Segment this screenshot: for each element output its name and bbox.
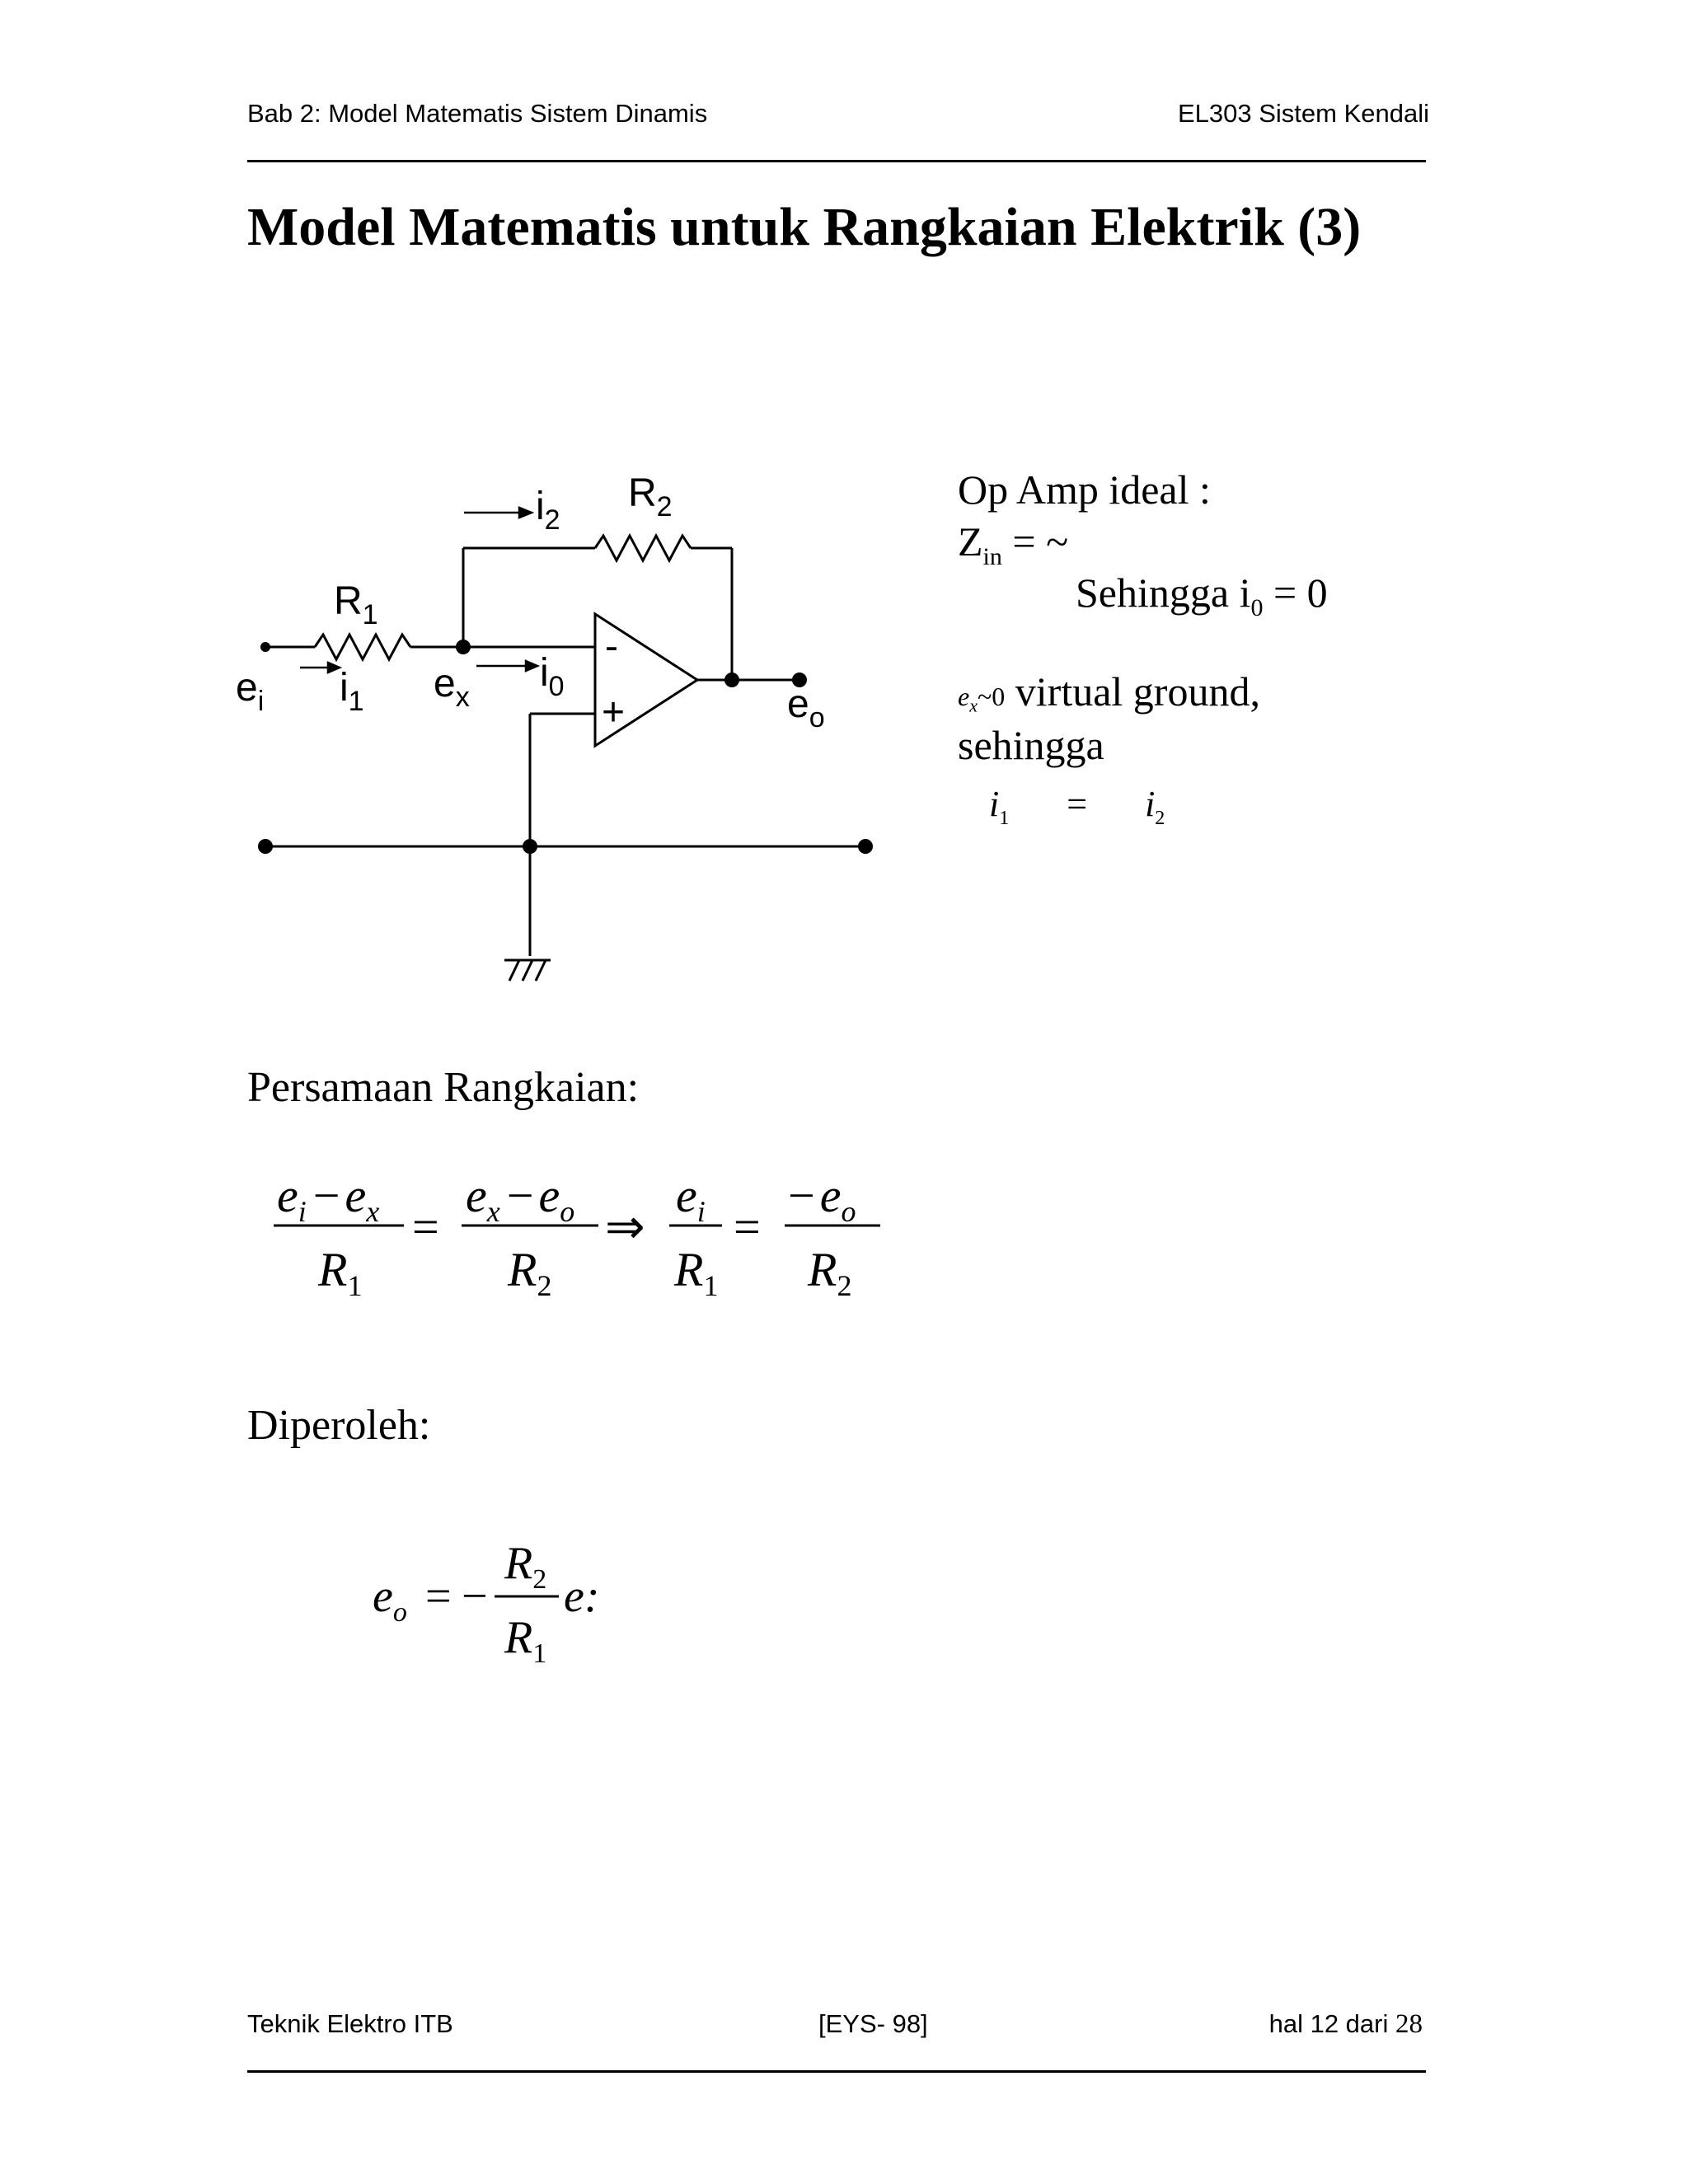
eq2-lhs: $e_o$ xyxy=(373,1571,407,1628)
node-output xyxy=(724,673,739,687)
eq2-rhs: e: xyxy=(564,1571,600,1622)
label-ei: $e_i$ xyxy=(236,666,265,717)
eq1-t4-den: $R_2$ xyxy=(808,1243,852,1302)
arrow-i0 xyxy=(526,661,537,671)
node-ground-right xyxy=(858,839,873,854)
label-i1: $i_1$ xyxy=(340,666,364,717)
opamp-ideal-label: Op Amp ideal : xyxy=(958,466,1211,513)
resistor-r2 xyxy=(595,536,691,560)
result-equation xyxy=(363,1529,626,1669)
virtual-ground-statement: $e_x\sim 0$ virtual ground, xyxy=(958,668,1260,716)
opamp-minus-label: - xyxy=(605,625,618,668)
eq1-implies: ⇒ xyxy=(605,1200,645,1254)
current-equality: $i_1 = i_2$ xyxy=(989,784,1165,829)
page-title: Model Matematis untuk Rangkaian Elektrik (3) xyxy=(247,197,1362,257)
node-ex xyxy=(456,640,471,654)
eq1-equals-1: = xyxy=(412,1200,439,1254)
eq1-equals-2: = xyxy=(734,1200,761,1254)
footer-page-number: hal 12 dari 28 xyxy=(1268,2009,1423,2039)
eq1-t4-num: − $e_o$ xyxy=(788,1169,856,1228)
footer-author-code: [EYS- 98] xyxy=(818,2009,928,2038)
eq2-equals: = xyxy=(425,1571,452,1622)
label-eo: $e_o$ xyxy=(787,682,825,733)
header-course: EL303 Sistem Kendali xyxy=(1177,99,1429,128)
label-r2: $R_2$ xyxy=(628,471,673,523)
eq1-t2-den: $R_2$ xyxy=(508,1243,552,1302)
label-ex: $e_x$ xyxy=(434,662,470,713)
eq2-num: $R_2$ xyxy=(504,1538,547,1595)
eq1-t1-den: $R_1$ xyxy=(318,1243,363,1302)
sehingga-label: sehingga xyxy=(958,722,1104,768)
eq1-t1-num: $e_i - e_x$ xyxy=(277,1169,380,1228)
node-ground-center xyxy=(523,839,537,854)
persamaan-heading: Persamaan Rangkaian: xyxy=(247,1064,640,1111)
opamp-circuit-diagram xyxy=(223,462,898,1005)
node-ground-left xyxy=(258,839,273,854)
zin-statement: $Z_{in}$ = ~ xyxy=(958,518,1069,570)
label-i2: $i_2$ xyxy=(536,485,560,536)
eq1-t3-den: $R_1$ xyxy=(674,1243,719,1302)
node-ei xyxy=(260,642,270,652)
eq1-t2-num: $e_x - e_o$ xyxy=(466,1169,575,1228)
diperoleh-heading: Diperoleh: xyxy=(247,1402,431,1449)
footer-rule xyxy=(247,2070,1426,2073)
resistor-r1 xyxy=(315,635,410,659)
arrow-i1 xyxy=(328,663,340,673)
header-rule xyxy=(247,160,1426,162)
arrow-i2 xyxy=(519,508,532,518)
opamp-plus-label: + xyxy=(602,691,626,734)
circuit-equation xyxy=(264,1154,890,1310)
label-i0: $i_0$ xyxy=(540,651,565,702)
eq1-t3-num: $e_i$ xyxy=(676,1169,706,1228)
label-r1: $R_1$ xyxy=(334,579,378,630)
i0-statement: Sehingga $i_0 = 0$ xyxy=(1076,569,1328,621)
footer-institution: Teknik Elektro ITB xyxy=(247,2009,453,2038)
eq2-den: $R_1$ xyxy=(504,1612,547,1669)
eq2-minus: − xyxy=(462,1571,488,1622)
header-chapter: Bab 2: Model Matematis Sistem Dinamis xyxy=(247,99,708,128)
